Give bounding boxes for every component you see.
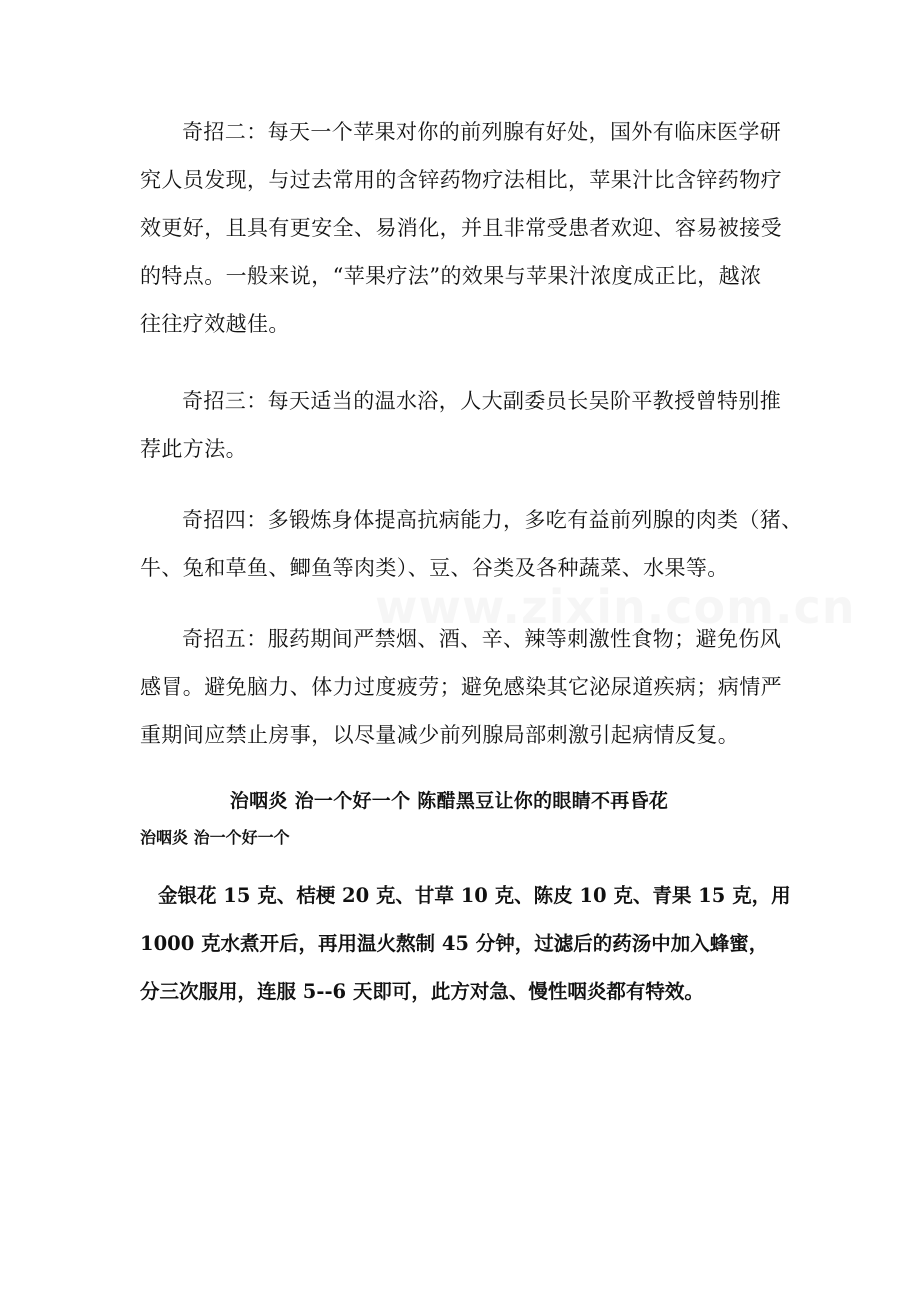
text-line: 金银花 15 克、桔梗 20 克、甘草 10 克、陈皮 10 克、青果 15 克，用: [158, 884, 791, 907]
text-line: 感冒。避免脑力、体力过度疲劳；避免感染其它泌尿道疾病；病情严: [140, 675, 782, 699]
text-line: 牛、兔和草鱼、鲫鱼等肉类）、豆、谷类及各种蔬菜、水果等。: [140, 556, 729, 580]
tip-paragraph-3: [140, 377, 790, 473]
text-line: 荐此方法。: [140, 437, 247, 461]
section-subtitle: 治咽炎 治一个好一个: [140, 828, 290, 847]
text-line: 究人员发现，与过去常用的含锌药物疗法相比，苹果汁比含锌药物疗: [140, 168, 782, 192]
text-line: 奇招四：多锻炼身体提高抗病能力，多吃有益前列腺的肉类（猪、: [182, 508, 803, 532]
text-line: 奇招三：每天适当的温水浴，人大副委员长吴阶平教授曾特别推: [182, 389, 782, 413]
remedy-paragraph: [140, 872, 790, 1016]
tip-paragraph-4: [140, 496, 803, 592]
text-line: 1000 克水煮开后，再用温火熬制 45 分钟，过滤后的药汤中加入蜂蜜，: [140, 932, 769, 955]
text-line: 效更好，且具有更安全、易消化，并且非常受患者欢迎、容易被接受: [140, 216, 782, 240]
text-line: 重期间应禁止房事，以尽量减少前列腺局部刺激引起病情反复。: [140, 723, 740, 747]
text-line: 往往疗效越佳。: [140, 312, 290, 336]
section-title: 治咽炎 治一个好一个 陈醋黑豆让你的眼睛不再昏花: [229, 790, 669, 812]
text-line: 奇招二：每天一个苹果对你的前列腺有好处，国外有临床医学研: [182, 120, 782, 144]
text-line: 的特点。一般来说，“苹果疗法”的效果与苹果汁浓度成正比，越浓: [140, 264, 762, 288]
text-line: 分三次服用，连服 5--6 天即可，此方对急、慢性咽炎都有特效。: [140, 980, 704, 1003]
text-line: 奇招五：服药期间严禁烟、酒、辛、辣等刺激性食物；避免伤风: [182, 627, 782, 651]
tip-paragraph-2: [140, 108, 790, 348]
tip-paragraph-5: [140, 615, 790, 759]
